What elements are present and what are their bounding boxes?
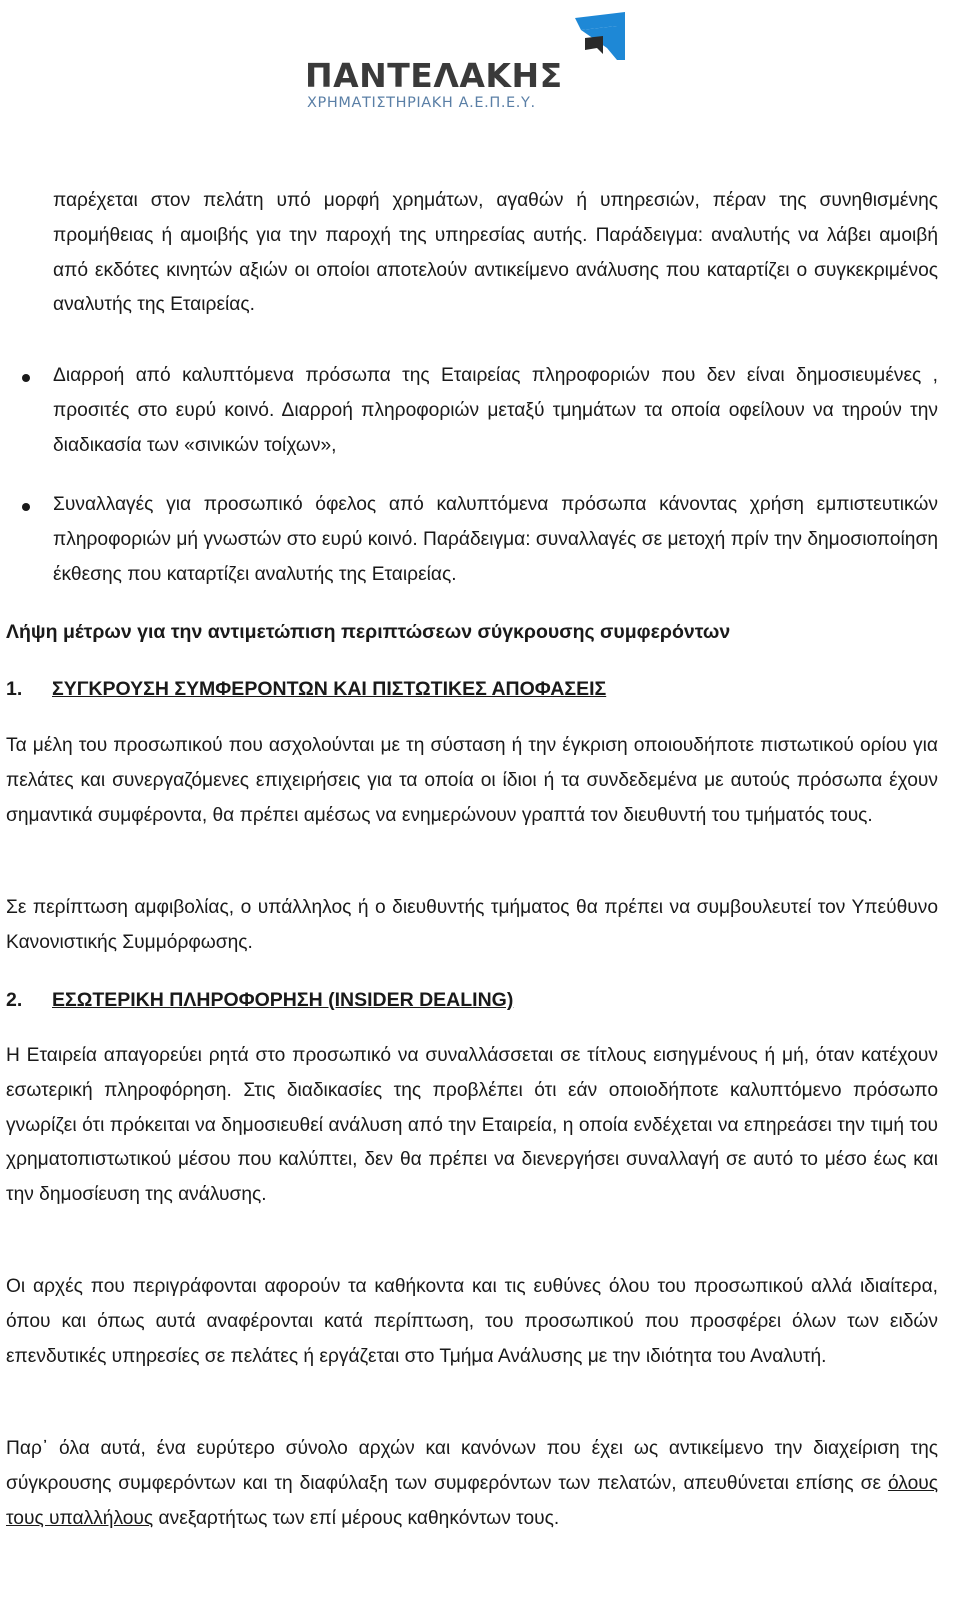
bullet-item-trading: Συναλλαγές για προσωπικό όφελος από καλυπτόμενα πρόσωπα κάνοντας χρήση εμπιστευτικών πληροφοριών μή γνωστών στο ευρύ κοινό. Παράδειγμα: συναλλαγές σε μετοχή πρίν την δημοσιοποίηση έκθεσης που καταρτίζει αναλυτής της Εταιρείας. xyxy=(53,494,938,585)
logo-subtitle: ΧΡΗΜΑΤΙΣΤΗΡΙΑΚΗ Α.Ε.Π.Ε.Υ. xyxy=(307,95,536,111)
logo-name: ΠΑΝΤΕΛΑΚΗΣ xyxy=(305,56,563,95)
paragraph-3-text-start: Παρ᾽ όλα αυτά, ένα ευρύτερο σύνολο αρχών και κανόνων που έχει ως αντικείμενο την διαχείριση της σύγκρουσης συμφερόντων και τη διαφύλαξη των συμφερόντων των πελατών, απευθύνεται επίσης σε xyxy=(6,1438,938,1494)
section-1-paragraph-2: Σε περίπτωση αμφιβολίας, ο υπάλληλος ή ο διευθυντής τμήματος θα πρέπει να συμβουλευτεί τον Υπεύθυνο Κανονιστικής Συμμόρφωσης. xyxy=(6,897,938,953)
section-2-number: 2. xyxy=(6,989,23,1011)
section-2-title: ΕΣΩΤΕΡΙΚΗ ΠΛΗΡΟΦΟΡΗΣΗ (INSIDER DEALING) xyxy=(52,989,514,1011)
section-1-number: 1. xyxy=(6,678,23,700)
company-logo xyxy=(305,8,645,111)
section-1-title: ΣΥΓΚΡΟΥΣΗ ΣΥΜΦΕΡΟΝΤΩΝ ΚΑΙ ΠΙΣΤΩΤΙΚΕΣ ΑΠΟΦΑΣΕΙΣ xyxy=(52,678,607,700)
section-2-paragraph-3 xyxy=(6,1432,938,1536)
measures-heading: Λήψη μέτρων για την αντιμετώπιση περιπτώσεων σύγκρουσης συμφερόντων xyxy=(6,621,731,643)
continuation-paragraph: παρέχεται στον πελάτη υπό μορφή χρημάτων, αγαθών ή υπηρεσιών, πέραν της συνηθισμένης προμήθειας ή αμοιβής για την παροχή της υπηρεσίας αυτής. Παράδειγμα: αναλυτής να λάβει αμοιβή από εκδότες κινητών αξιών οι οποίοι αποτελούν αντικείμενο ανάλυσης που καταρτίζει ο συγκεκριμένος αναλυτής της Εταιρείας. xyxy=(53,190,938,316)
logo-arrow-icon xyxy=(567,8,631,68)
paragraph-3-text-end: ανεξαρτήτως των επί μέρους καθηκόντων τους. xyxy=(153,1507,560,1529)
section-2-paragraph-1: Η Εταιρεία απαγορεύει ρητά στο προσωπικό να συναλλάσσεται σε τίτλους εισηγμένους ή μή, όταν κατέχουν εσωτερική πληροφόρηση. Στις διαδικασίες της προβλέπει ότι εάν οποιοδήποτε καλυπτόμενο πρόσωπο γνωρίζει ότι πρόκειται να δημοσιευθεί ανάλυση από την Εταιρεία, η οποία ενδέχεται να επηρεάσει την τιμή του χρηματοπιστωτικού μέσου που καλύπτει, δεν θα πρέπει να διενεργήσει συναλλαγή σε αυτό το μέσο έως και την δημοσίευση της ανάλυσης. xyxy=(6,1045,938,1206)
all-employees-underlined: όλους τους υπαλλήλους xyxy=(6,1472,938,1529)
section-2-paragraph-2: Οι αρχές που περιγράφονται αφορούν τα καθήκοντα και τις ευθύνες όλου του προσωπικού αλλά ιδιαίτερα, όπου και όπως αυτά αναφέρονται κατά περίπτωση, του προσωπικού που προσφέρει όλων των ειδών επενδυτικές υπηρεσίες σε πελάτες ή εργάζεται στο Τμήμα Ανάλυσης με την ιδιότητα του Αναλυτή. xyxy=(6,1276,938,1367)
bullet-dot xyxy=(22,374,30,382)
section-1-paragraph-1: Τα μέλη του προσωπικού που ασχολούνται με τη σύσταση ή την έγκριση οποιουδήποτε πιστωτικού ορίου για πελάτες και συνεργαζόμενες επιχειρήσεις για τα οποία οι ίδιοι ή τα συνδεδεμένα με αυτούς πρόσωπα έχουν σημαντικά συμφέροντα, θα πρέπει αμέσως να ενημερώνουν γραπτά τον διευθυντή του τμήματός τους. xyxy=(6,735,938,826)
bullet-item-leak: Διαρροή από καλυπτόμενα πρόσωπα της Εταιρείας πληροφοριών που δεν είναι δημοσιευμένες , προσιτές στο ευρύ κοινό. Διαρροή πληροφοριών μεταξύ τμημάτων τα οποία οφείλουν να τηρούν την διαδικασία των «σινικών τοίχων», xyxy=(53,365,938,456)
bullet-dot xyxy=(22,503,30,511)
